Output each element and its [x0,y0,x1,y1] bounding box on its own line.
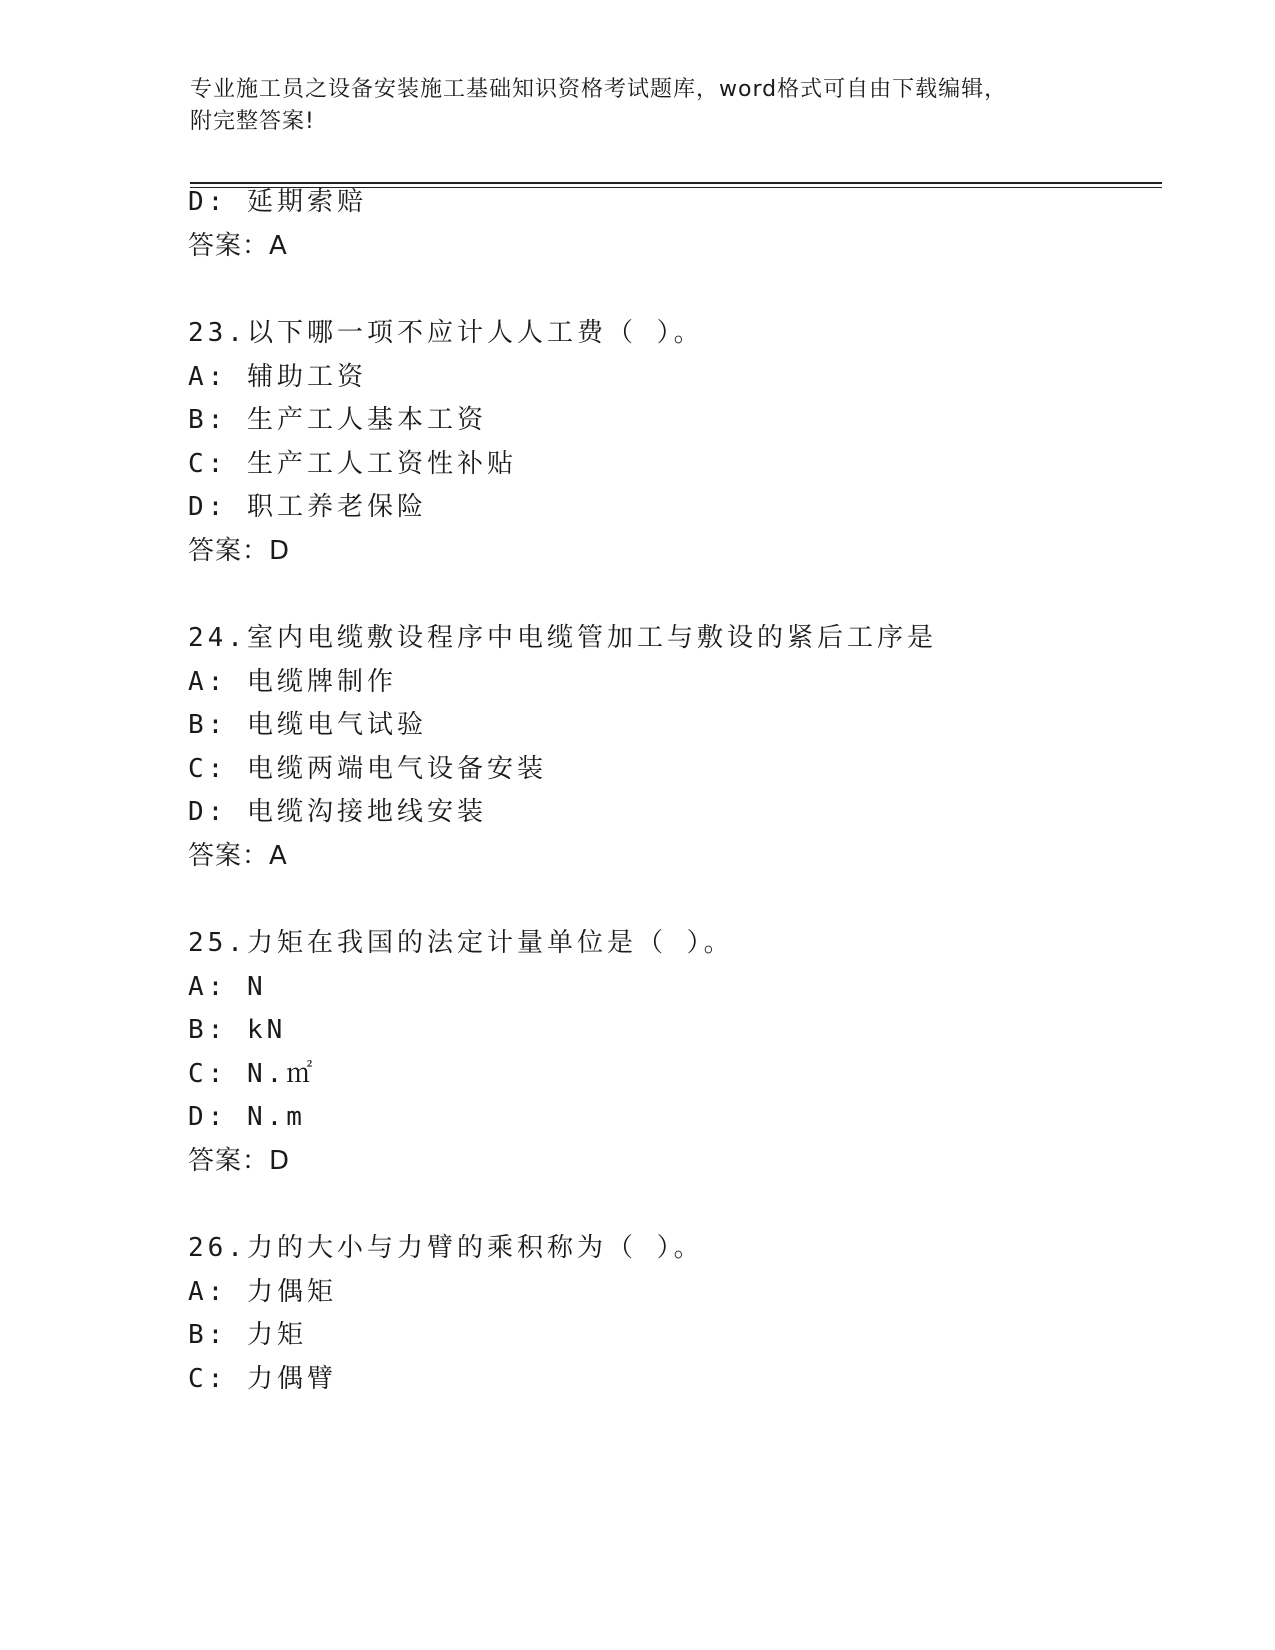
option-line: A: 力偶矩 [188,1277,337,1307]
header-line-2: 附完整答案! [190,109,315,134]
option-line: D: N.m [188,1102,306,1132]
answer-line: 答案：A [188,231,288,261]
option-line: B: kN [188,1015,287,1045]
option-line: C: N.㎡ [188,1059,317,1089]
question-line: 23.以下哪一项不应计人人工费（ ）。 [188,318,704,348]
option-line: D: 延期索赔 [188,187,367,217]
answer-line: 答案：A [188,841,288,871]
answer-line: 答案：D [188,1146,291,1176]
option-line: B: 电缆电气试验 [188,710,427,740]
option-line: C: 电缆两端电气设备安装 [188,754,547,784]
question-line: 26.力的大小与力臂的乘积称为（ ）。 [188,1233,704,1263]
question-line: 24.室内电缆敷设程序中电缆管加工与敷设的紧后工序是 [188,623,937,653]
option-line: D: 电缆沟接地线安装 [188,797,487,827]
answer-line: 答案：D [188,536,291,566]
option-line: C: 力偶臂 [188,1364,337,1394]
header-line-1: 专业施工员之设备安装施工基础知识资格考试题库，word格式可自由下载编辑， [190,77,1008,102]
option-line: A: 辅助工资 [188,362,367,392]
option-line: D: 职工养老保险 [188,492,427,522]
option-line: C: 生产工人工资性补贴 [188,449,517,479]
question-line: 25.力矩在我国的法定计量单位是（ ）。 [188,928,734,958]
option-line: B: 生产工人基本工资 [188,405,487,435]
option-line: A: N [188,972,267,1002]
document-header [190,74,1090,138]
option-line: A: 电缆牌制作 [188,667,397,697]
option-line: B: 力矩 [188,1320,307,1350]
